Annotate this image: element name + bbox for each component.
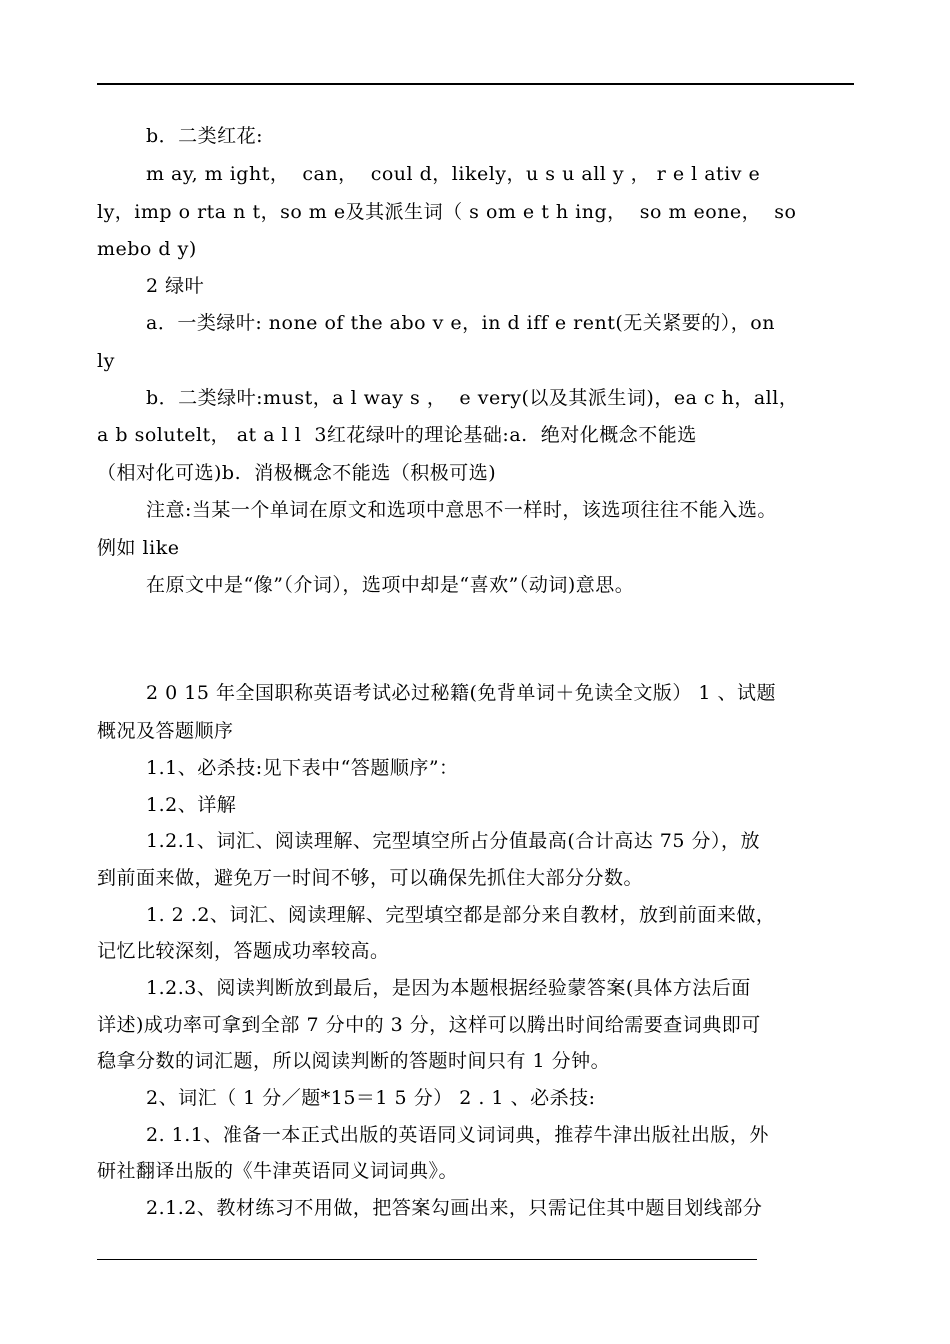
paragraph-line: 1.1、必杀技:见下表中“答题顺序”： xyxy=(146,757,459,779)
paragraph-line: 1.2.1、词汇、阅读理解、完型填空所占分值最高(合计高达 75 分），放 xyxy=(146,830,761,852)
paragraph-line: b．二类红花: xyxy=(146,125,264,147)
paragraph-line: 详述)成功率可拿到全部 7 分中的 3 分，这样可以腾出时间给需要查词典即可 xyxy=(97,1014,761,1036)
paragraph-line: 记忆比较深刻，答题成功率较高。 xyxy=(97,940,390,962)
paragraph-line: a b solutelt， at a l l 3红花绿叶的理论基础:a. 绝对化概念不能选 xyxy=(97,424,697,446)
paragraph-line: 1.2.3、阅读判断放到最后，是因为本题根据经验蒙答案(具体方法后面 xyxy=(146,977,751,999)
paragraph-line: 概况及答题顺序 xyxy=(97,720,234,742)
paragraph-line: 例如 like xyxy=(97,537,180,559)
paragraph-line: 2.1.2、教材练习不用做，把答案勾画出来，只需记住其中题目划线部分 xyxy=(146,1197,763,1219)
paragraph-line: 2. 1.1、准备一本正式出版的英语同义词词典，推荐牛津出版社出版，外 xyxy=(146,1124,769,1146)
paragraph-line: 2、词汇（ 1 分／题*15＝1 5 分） 2 . 1 、必杀技: xyxy=(146,1087,596,1109)
paragraph-line: 1.2、详解 xyxy=(146,794,237,816)
paragraph-line: 注意:当某一个单词在原文和选项中意思不一样时，该选项往往不能入选。 xyxy=(146,499,777,521)
paragraph-line: b．二类绿叶:must，a l way s ， e very(以及其派生词)，ea c h，all， xyxy=(146,387,799,409)
paragraph-line: 到前面来做，避免万一时间不够，可以确保先抓住大部分分数。 xyxy=(97,867,644,889)
paragraph-line: 1. 2 .2、词汇、阅读理解、完型填空都是部分来自教材，放到前面来做， xyxy=(146,904,776,926)
paragraph-line: （相对化可选)b. 消极概念不能选（积极可选) xyxy=(97,462,497,484)
paragraph-line: a．一类绿叶: none of the abo v e，in d iff e rent(无关紧要的），on xyxy=(146,312,775,334)
paragraph-line: 2 绿叶 xyxy=(146,275,205,297)
paragraph-line: ly，imp o rta n t，so m e及其派生词（ s om e t h ing， so m eone， so xyxy=(97,201,797,223)
footer-rule xyxy=(97,1259,757,1260)
paragraph-line: 稳拿分数的词汇题，所以阅读判断的答题时间只有 1 分钟。 xyxy=(97,1050,611,1072)
paragraph-line: 在原文中是“像”（介词），选项中却是“喜欢”（动词)意思。 xyxy=(146,574,635,596)
paragraph-line: 研社翻译出版的《牛津英语同义词词典》。 xyxy=(97,1160,459,1182)
paragraph-line: ly xyxy=(97,350,115,372)
paragraph-line: 2 0 15 年全国职称英语考试必过秘籍(免背单词＋免读全文版） 1 、试题 xyxy=(146,682,777,704)
header-rule xyxy=(97,83,854,85)
paragraph-line: mebo d y) xyxy=(97,238,197,260)
paragraph-line: m ay, m ight， can， coul d，likely，u s u all y ， r e l ativ e xyxy=(146,163,761,185)
